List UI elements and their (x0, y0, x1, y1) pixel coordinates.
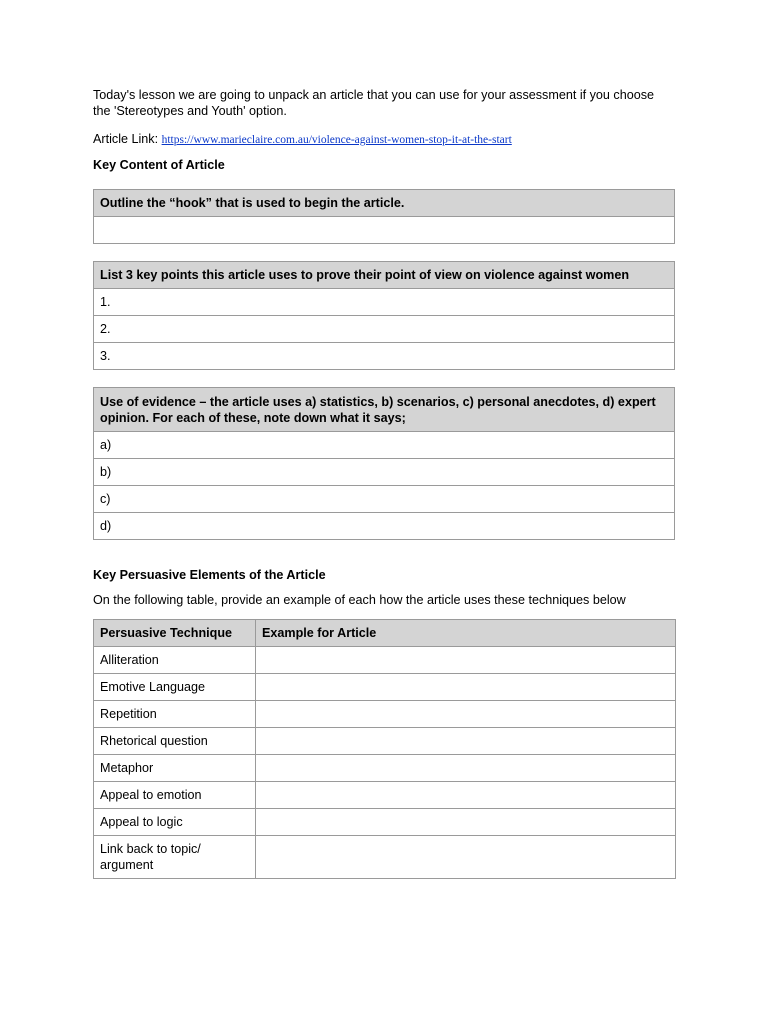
example-cell[interactable] (256, 728, 676, 755)
key-point-row[interactable]: 2. (94, 316, 675, 343)
technique-label: Appeal to logic (94, 809, 256, 836)
column-header-example: Example for Article (256, 620, 676, 647)
evidence-row[interactable]: d) (94, 513, 675, 540)
key-points-header: List 3 key points this article uses to prove their point of view on violence against women (94, 262, 675, 289)
technique-label: Appeal to emotion (94, 782, 256, 809)
persuasive-table (93, 619, 676, 879)
technique-label: Rhetorical question (94, 728, 256, 755)
technique-label: Alliteration (94, 647, 256, 674)
key-points-table (93, 261, 675, 370)
example-cell[interactable] (256, 809, 676, 836)
evidence-row[interactable]: c) (94, 486, 675, 513)
article-link-label: Article Link: (93, 132, 159, 146)
key-content-heading: Key Content of Article (93, 158, 225, 172)
key-point-row[interactable]: 3. (94, 343, 675, 370)
technique-label: Metaphor (94, 755, 256, 782)
example-cell[interactable] (256, 674, 676, 701)
example-cell[interactable] (256, 701, 676, 728)
hook-table (93, 189, 675, 244)
technique-label: Emotive Language (94, 674, 256, 701)
evidence-table (93, 387, 675, 540)
evidence-row[interactable]: a) (94, 432, 675, 459)
evidence-header: Use of evidence – the article uses a) statistics, b) scenarios, c) personal anecdotes, d) expert opinion. For each of these, note down what it says; (94, 388, 675, 432)
example-cell[interactable] (256, 755, 676, 782)
worksheet-page (93, 87, 675, 879)
example-cell[interactable] (256, 782, 676, 809)
key-point-row[interactable]: 1. (94, 289, 675, 316)
persuasive-heading: Key Persuasive Elements of the Article (93, 568, 326, 582)
hook-table-header: Outline the “hook” that is used to begin the article. (94, 190, 675, 217)
column-header-technique: Persuasive Technique (94, 620, 256, 647)
article-link-line (93, 131, 675, 148)
intro-paragraph: Today's lesson we are going to unpack an article that you can use for your assessment if you choose the 'Stereotypes and Youth' option. (93, 88, 655, 118)
persuasive-instruction: On the following table, provide an example of each how the article uses these techniques below (93, 593, 626, 607)
evidence-row[interactable]: b) (94, 459, 675, 486)
technique-label: Repetition (94, 701, 256, 728)
article-link[interactable]: https://www.marieclaire.com.au/violence-against-women-stop-it-at-the-start (161, 134, 512, 146)
example-cell[interactable] (256, 836, 676, 879)
technique-label: Link back to topic/ argument (94, 836, 256, 879)
example-cell[interactable] (256, 647, 676, 674)
hook-answer-cell[interactable] (94, 217, 675, 244)
